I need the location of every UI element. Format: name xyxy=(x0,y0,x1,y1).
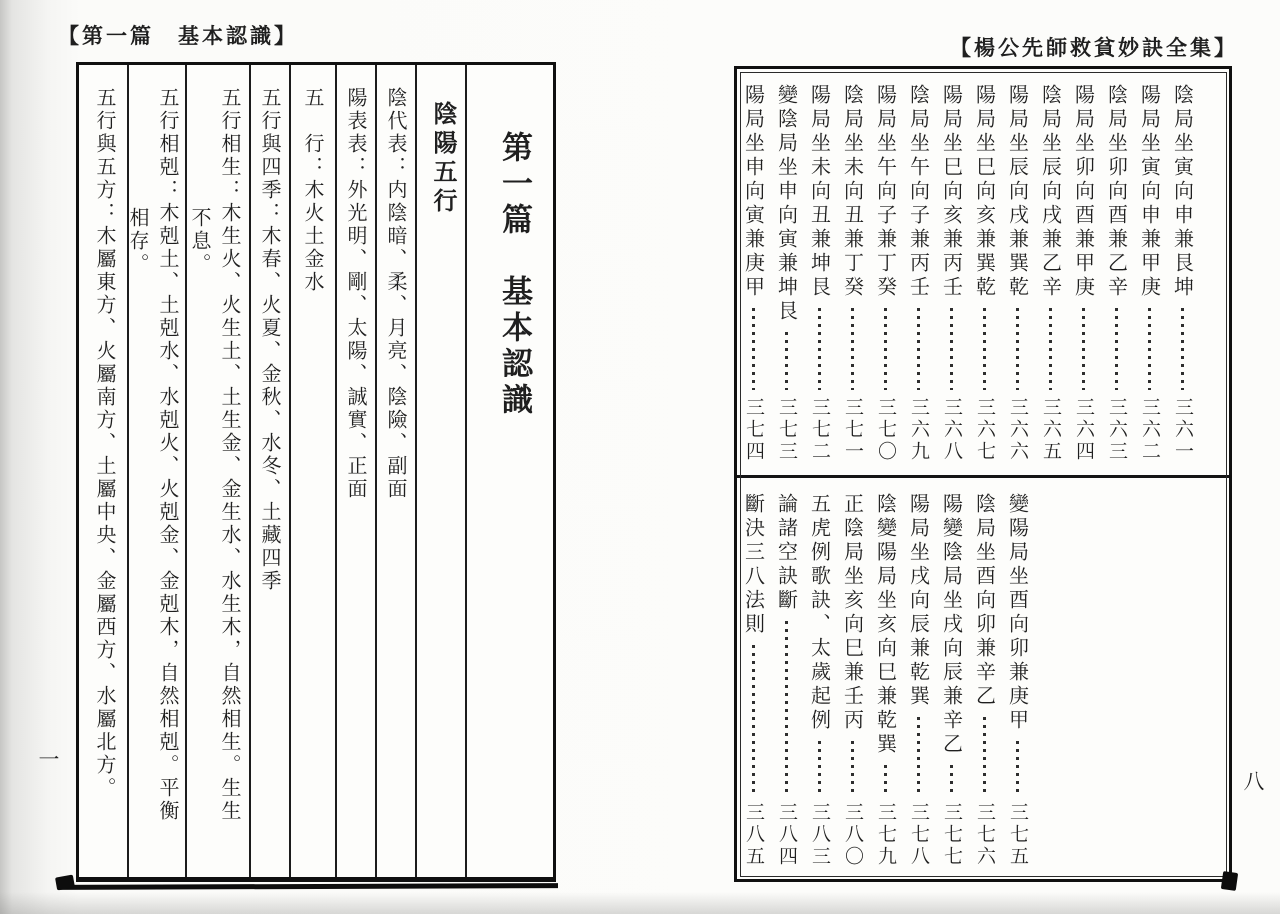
text-line: 五行相生：木生火、火生土、土生金、金生水、水生木，自然相生。生生 xyxy=(218,87,242,823)
toc-entry xyxy=(803,84,836,463)
toc-entry-text: 陽局坐巳向亥兼巽乾 xyxy=(972,84,997,300)
text-column-mutual-generation xyxy=(187,65,251,877)
toc-leader-dots xyxy=(1016,308,1019,390)
toc-leader-dots xyxy=(917,717,920,795)
toc-leader-dots xyxy=(818,308,821,390)
toc-entry xyxy=(737,493,770,868)
toc-entry xyxy=(1001,84,1034,463)
toc-entry-page-number: 三六九 xyxy=(908,397,930,463)
text-line: 陰代表：内陰暗、柔、月亮、陰險、副面 xyxy=(384,87,408,501)
toc-entry xyxy=(935,493,968,868)
toc-leader-dots xyxy=(950,765,953,795)
toc-entry-page-number: 三七〇 xyxy=(875,397,897,463)
chapter-title: 第一篇 基本認識 xyxy=(496,131,532,419)
toc-entry-page-number: 三六二 xyxy=(1139,397,1161,463)
chapter-title-column xyxy=(467,65,553,877)
text-column-four-seasons xyxy=(251,65,291,877)
running-head-left: 【第一篇 基本認識】 xyxy=(58,23,298,48)
page-number-right: 八 xyxy=(1241,770,1265,791)
section-heading: 陰陽五行 xyxy=(429,101,458,217)
toc-entry-text: 正陰局坐亥向巳兼壬丙 xyxy=(840,493,865,733)
text-column-yang xyxy=(337,65,377,877)
toc-entry xyxy=(770,493,803,868)
text-column-five-directions xyxy=(81,65,129,877)
toc-entry xyxy=(968,84,1001,463)
text-line: 陽表表：外光明、剛、太陽、誠實、正面 xyxy=(344,87,368,501)
text-line: 五行與五方：木屬東方、火屬南方、土屬中央、金屬西方、水屬北方。 xyxy=(93,87,117,800)
toc-entry-page-number: 三七五 xyxy=(1007,802,1029,868)
toc-entry xyxy=(1067,84,1100,463)
toc-entry-text: 陰局坐未向丑兼丁癸 xyxy=(840,84,865,300)
toc-entry-page-number: 三八四 xyxy=(776,802,798,868)
toc-leader-dots xyxy=(1016,741,1019,795)
toc-leader-dots xyxy=(917,308,920,390)
toc-entry-page-number: 三七一 xyxy=(842,397,864,463)
text-line-continuation: 相存。 xyxy=(126,207,150,276)
toc-leader-dots xyxy=(983,308,986,390)
toc-entry xyxy=(869,493,902,868)
toc-entry-text: 陰局坐寅向申兼艮坤 xyxy=(1170,84,1195,300)
toc-entry-page-number: 三八三 xyxy=(809,802,831,868)
text-line: 五行相剋：木剋土、土剋水、水剋火、火剋金、金剋木，自然相剋。平衡 xyxy=(156,87,180,823)
toc-entry-text: 陽局坐未向丑兼坤艮 xyxy=(807,84,832,300)
toc-entry-page-number: 三七二 xyxy=(809,397,831,463)
toc-leader-dots xyxy=(1049,308,1052,390)
toc-entry-page-number: 三七四 xyxy=(743,397,765,463)
toc-leader-dots xyxy=(785,332,788,390)
toc-entry-text: 陽變陰局坐戌向辰兼辛乙 xyxy=(939,493,964,757)
toc-entry xyxy=(737,84,770,463)
toc-entry-page-number: 三八五 xyxy=(743,802,765,868)
toc-leader-dots xyxy=(1148,308,1151,390)
running-head-right: 【楊公先師救貧妙訣全集】 xyxy=(950,35,1238,60)
toc-entry xyxy=(1001,493,1034,868)
toc-entry-page-number: 三七八 xyxy=(908,802,930,868)
toc-entry-text: 論諸空訣斷 xyxy=(774,493,799,613)
toc-entry-page-number: 三七七 xyxy=(941,802,963,868)
toc-section-top xyxy=(737,69,1211,475)
toc-leader-dots xyxy=(950,308,953,390)
text-line-continuation: 不息。 xyxy=(188,207,212,276)
toc-leader-dots xyxy=(851,741,854,795)
left-page xyxy=(76,62,556,882)
toc-leader-dots xyxy=(1181,308,1184,390)
toc-leader-dots xyxy=(884,308,887,390)
toc-entry-page-number: 三六七 xyxy=(974,397,996,463)
toc-entry xyxy=(1133,84,1166,463)
text-column-five-elements xyxy=(291,65,337,877)
toc-leader-dots xyxy=(884,765,887,795)
toc-entry xyxy=(968,493,1001,868)
toc-entry xyxy=(836,84,869,463)
toc-section-bottom xyxy=(737,478,1079,879)
toc-leader-dots xyxy=(785,621,788,795)
toc-entry-text: 斷決三八法則 xyxy=(741,493,766,637)
toc-entry-page-number: 三六八 xyxy=(941,397,963,463)
toc-entry-text: 陽局坐午向子兼丁癸 xyxy=(873,84,898,300)
text-column-yin xyxy=(377,65,417,877)
toc-entry-text: 陽局坐申向寅兼庚甲 xyxy=(741,84,766,300)
scan-artifact-underline xyxy=(58,883,558,890)
toc-entry-text: 陽局坐寅向申兼甲庚 xyxy=(1137,84,1162,300)
toc-entry xyxy=(1034,84,1067,463)
toc-entry-page-number: 三六四 xyxy=(1073,397,1095,463)
toc-entry-text: 變陽局坐酉向卯兼庚甲 xyxy=(1005,493,1030,733)
toc-entry-text: 五虎例歌訣、太歲起例 xyxy=(807,493,832,733)
toc-entry xyxy=(803,493,836,868)
section-heading-column xyxy=(417,65,467,877)
text-line: 五 行：木火土金水 xyxy=(301,87,325,294)
toc-entry-page-number: 三六六 xyxy=(1007,397,1029,463)
toc-leader-dots xyxy=(851,308,854,390)
toc-entry-text: 變陰局坐申向寅兼坤艮 xyxy=(774,84,799,324)
toc-entry-page-number: 三六一 xyxy=(1172,397,1194,463)
toc-entry-page-number: 三七九 xyxy=(875,802,897,868)
toc-leader-dots xyxy=(752,308,755,390)
toc-entry xyxy=(1166,84,1199,463)
toc-entry xyxy=(869,84,902,463)
toc-entry-page-number: 三八〇 xyxy=(842,802,864,868)
toc-entry-text: 陰變陽局坐亥向巳兼乾巽 xyxy=(873,493,898,757)
toc-entry xyxy=(902,493,935,868)
toc-entry-text: 陰局坐酉向卯兼辛乙 xyxy=(972,493,997,709)
text-column-mutual-overcoming xyxy=(126,65,187,877)
page-number-left: 一 xyxy=(36,748,60,769)
toc-entry-text: 陽局坐戌向辰兼乾巽 xyxy=(906,493,931,709)
toc-leader-dots xyxy=(1115,308,1118,390)
toc-leader-dots xyxy=(983,717,986,795)
right-page xyxy=(734,66,1232,882)
toc-entry xyxy=(770,84,803,463)
toc-entry-text: 陽局坐辰向戌兼巽乾 xyxy=(1005,84,1030,300)
toc-entry-text: 陽局坐巳向亥兼丙壬 xyxy=(939,84,964,300)
toc-entry-text: 陰局坐辰向戌兼乙辛 xyxy=(1038,84,1063,300)
toc-entry-text: 陰局坐卯向酉兼乙辛 xyxy=(1104,84,1129,300)
toc-leader-dots xyxy=(818,741,821,795)
text-line: 五行與四季：木春、火夏、金秋、水冬、土藏四季 xyxy=(258,87,282,593)
toc-entry xyxy=(1100,84,1133,463)
toc-entry-text: 陽局坐卯向酉兼甲庚 xyxy=(1071,84,1096,300)
toc-entry-page-number: 三七三 xyxy=(776,397,798,463)
toc-leader-dots xyxy=(752,645,755,795)
toc-entry xyxy=(902,84,935,463)
toc-entry-page-number: 三六三 xyxy=(1106,397,1128,463)
toc-entry-page-number: 三七六 xyxy=(974,802,996,868)
toc-entry-page-number: 三六五 xyxy=(1040,397,1062,463)
toc-entry xyxy=(935,84,968,463)
toc-entry-text: 陰局坐午向子兼丙壬 xyxy=(906,84,931,300)
scan-artifact-blob-right xyxy=(1221,871,1238,891)
toc-entry xyxy=(836,493,869,868)
toc-leader-dots xyxy=(1082,308,1085,390)
